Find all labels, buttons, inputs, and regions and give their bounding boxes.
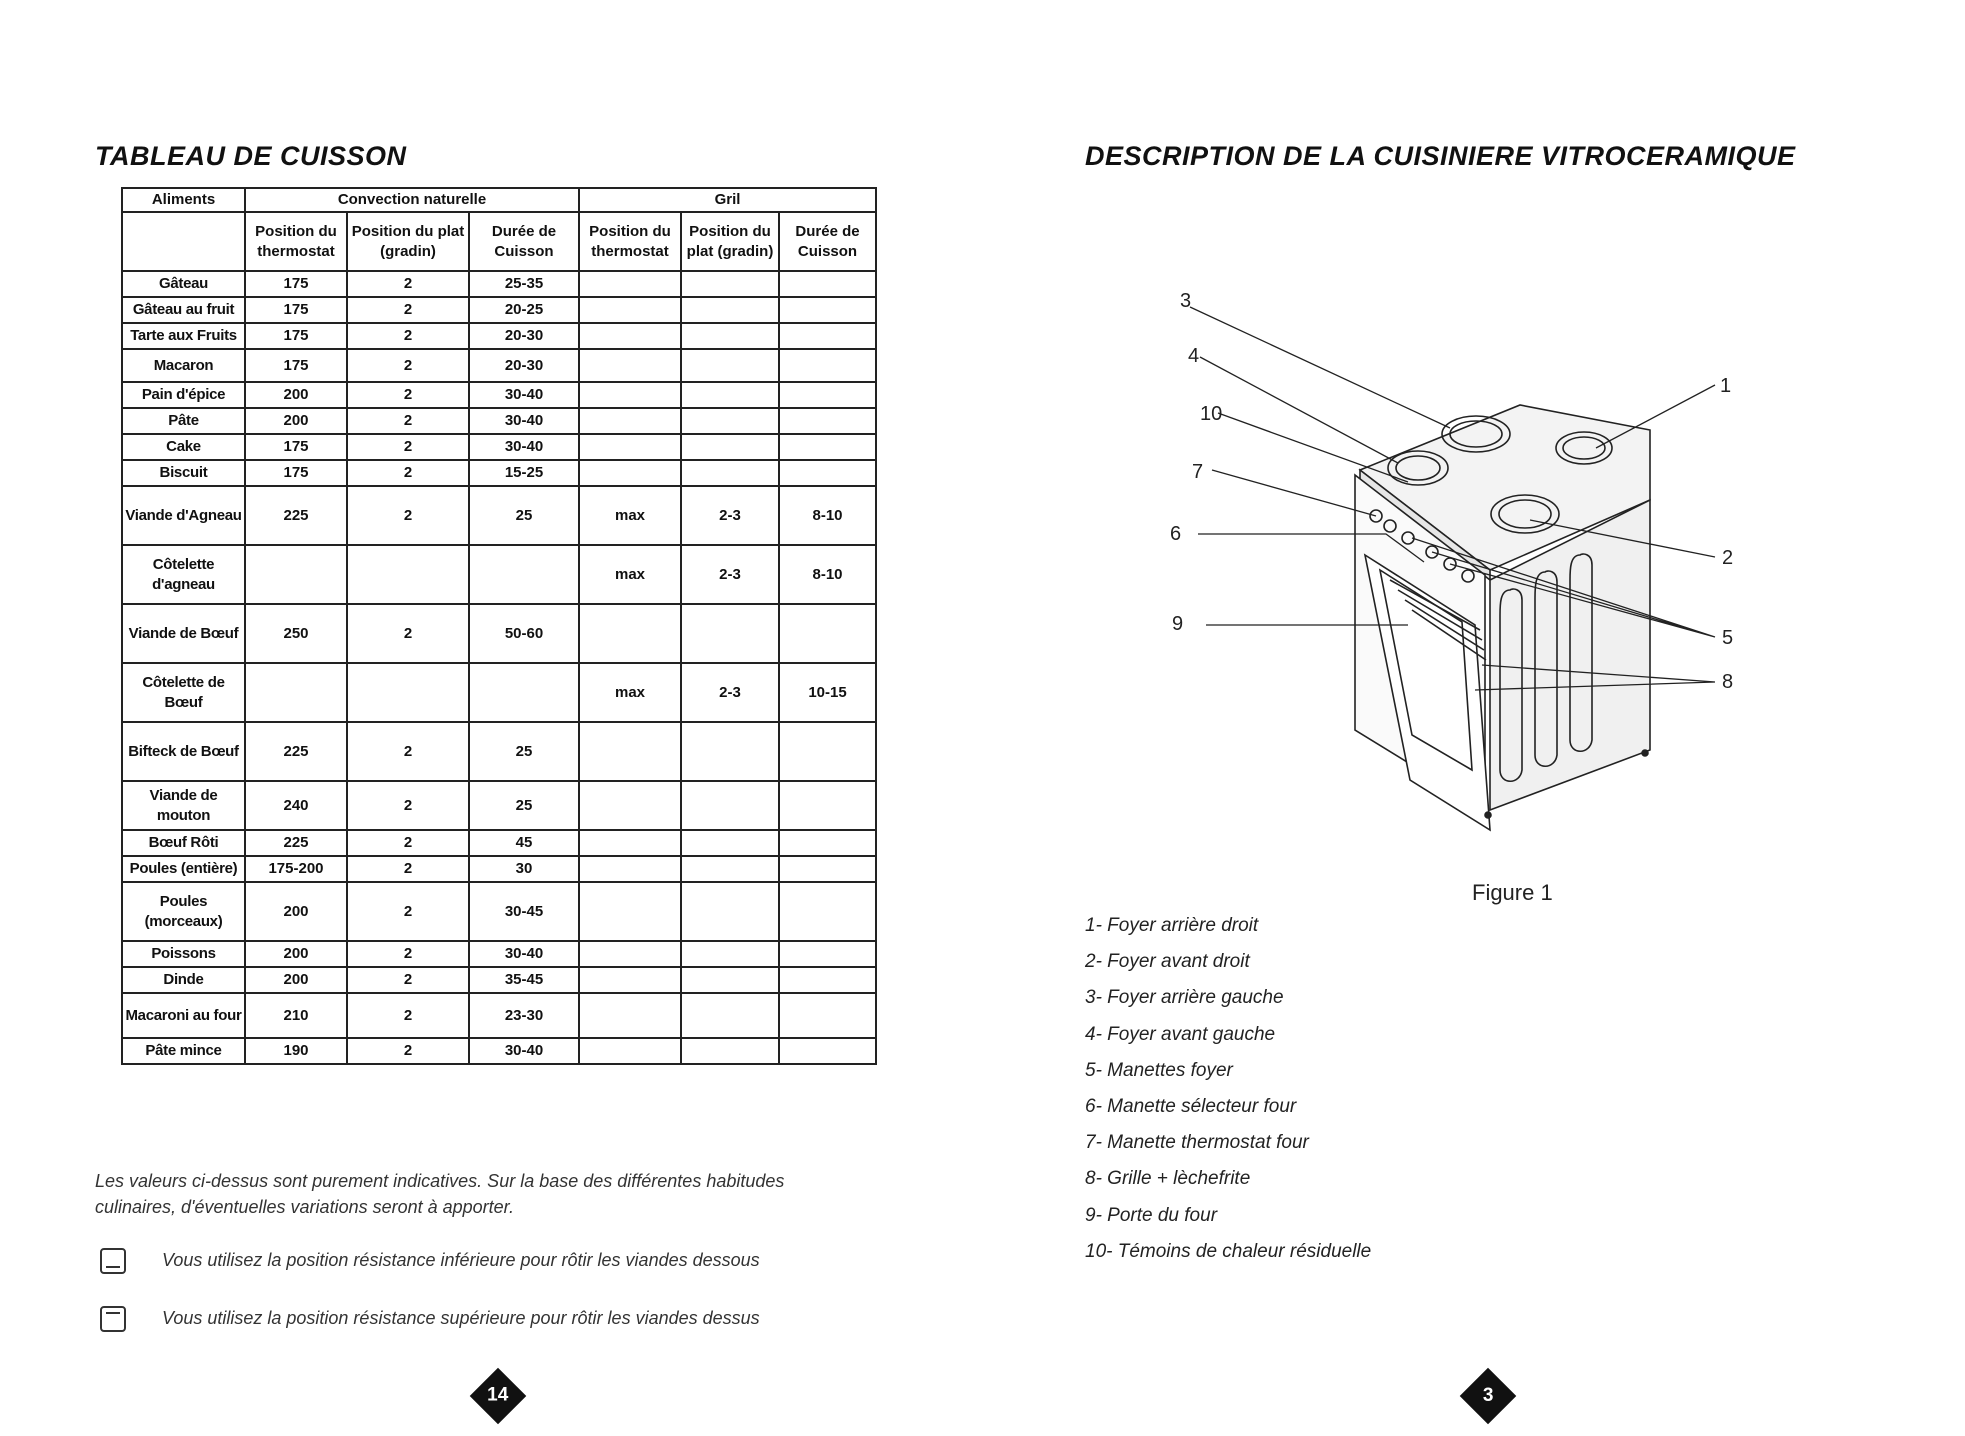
table-cell bbox=[681, 830, 779, 856]
table-cell: 250 bbox=[245, 604, 347, 663]
legend-text-lower: Vous utilisez la position résistance inférieure pour rôtir les viandes dessous bbox=[162, 1250, 760, 1270]
table-cell bbox=[579, 941, 681, 967]
part-item: 8- Grille + lèchefrite bbox=[1085, 1168, 1251, 1190]
table-cell: 30-40 bbox=[469, 408, 579, 434]
table-cell bbox=[681, 349, 779, 382]
table-cell bbox=[681, 382, 779, 408]
table-cell bbox=[779, 993, 876, 1038]
table-cell: 25 bbox=[469, 722, 579, 781]
table-cell: 8-10 bbox=[779, 486, 876, 545]
part-item: 4- Foyer avant gauche bbox=[1085, 1023, 1276, 1045]
table-cell bbox=[579, 349, 681, 382]
table-cell bbox=[779, 297, 876, 323]
table-cell: 25 bbox=[469, 486, 579, 545]
table-row bbox=[122, 722, 876, 781]
table-row bbox=[122, 486, 876, 545]
table-cell: 2 bbox=[347, 349, 469, 382]
table-row bbox=[122, 993, 876, 1038]
table-cell bbox=[579, 967, 681, 993]
table-cell: 25-35 bbox=[469, 271, 579, 297]
table-cell: 2 bbox=[347, 486, 469, 545]
page-number-right-text: 3 bbox=[1482, 1384, 1494, 1406]
header-gril: Gril bbox=[579, 188, 876, 212]
page-title-right: DESCRIPTION DE LA CUISINIERE VITROCERAMIQUE bbox=[1085, 141, 1796, 171]
food-name-cell: Poules (morceaux) bbox=[122, 882, 245, 941]
table-cell: 50-60 bbox=[469, 604, 579, 663]
page-number-left-text: 14 bbox=[487, 1384, 509, 1406]
figure-caption: Figure 1 bbox=[1472, 880, 1553, 905]
food-name-cell: Pâte bbox=[122, 408, 245, 434]
table-row bbox=[122, 349, 876, 382]
table-cell: 2 bbox=[347, 1038, 469, 1064]
table-cell bbox=[469, 663, 579, 722]
table-cell: 2 bbox=[347, 941, 469, 967]
food-name-cell: Bifteck de Bœuf bbox=[122, 722, 245, 781]
table-cell: 2 bbox=[347, 323, 469, 349]
table-cell: 30-45 bbox=[469, 882, 579, 941]
table-cell bbox=[579, 882, 681, 941]
table-cell bbox=[779, 967, 876, 993]
table-cell: 2 bbox=[347, 993, 469, 1038]
table-cell bbox=[579, 382, 681, 408]
header-gril-duree: Durée de Cuisson bbox=[779, 212, 876, 271]
table-cell: 15-25 bbox=[469, 460, 579, 486]
table-cell: 200 bbox=[245, 408, 347, 434]
table-row bbox=[122, 856, 876, 882]
table-cell bbox=[779, 882, 876, 941]
table-cell: 2 bbox=[347, 882, 469, 941]
table-cell bbox=[347, 545, 469, 604]
table-cell: 30-40 bbox=[469, 941, 579, 967]
food-name-cell: Cake bbox=[122, 434, 245, 460]
table-row bbox=[122, 663, 876, 722]
table-cell: max bbox=[579, 545, 681, 604]
table-cell bbox=[245, 545, 347, 604]
table-cell bbox=[469, 545, 579, 604]
table-row bbox=[122, 882, 876, 941]
legend-text-upper: Vous utilisez la position résistance supérieure pour rôtir les viandes dessus bbox=[162, 1308, 760, 1328]
food-name-cell: Dinde bbox=[122, 967, 245, 993]
table-row bbox=[122, 781, 876, 830]
table-row bbox=[122, 408, 876, 434]
food-name-cell: Gâteau bbox=[122, 271, 245, 297]
table-cell bbox=[681, 323, 779, 349]
table-row bbox=[122, 1038, 876, 1064]
table-cell: 225 bbox=[245, 830, 347, 856]
header-gril-thermostat: Position du thermostat bbox=[579, 212, 681, 271]
page-number-left bbox=[470, 1368, 527, 1425]
food-name-cell: Gâteau au fruit bbox=[122, 297, 245, 323]
table-cell bbox=[579, 830, 681, 856]
callout-9: 9 bbox=[1172, 613, 1184, 635]
callout-1: 1 bbox=[1720, 375, 1732, 397]
table-cell bbox=[681, 882, 779, 941]
food-name-cell: Pâte mince bbox=[122, 1038, 245, 1064]
table-row bbox=[122, 604, 876, 663]
table-cell: 175 bbox=[245, 271, 347, 297]
table-cell bbox=[579, 460, 681, 486]
table-cell: 200 bbox=[245, 941, 347, 967]
header-gril-gradin: Position du plat (gradin) bbox=[681, 212, 779, 271]
table-cell: 20-30 bbox=[469, 349, 579, 382]
food-name-cell: Poissons bbox=[122, 941, 245, 967]
table-cell: 30-40 bbox=[469, 1038, 579, 1064]
table-cell: 175 bbox=[245, 434, 347, 460]
table-row bbox=[122, 941, 876, 967]
table-cell bbox=[245, 663, 347, 722]
food-name-cell: Tarte aux Fruits bbox=[122, 323, 245, 349]
table-cell: 175 bbox=[245, 349, 347, 382]
part-item: 5- Manettes foyer bbox=[1085, 1059, 1233, 1081]
table-cell: 225 bbox=[245, 722, 347, 781]
foot-1 bbox=[1485, 812, 1491, 818]
cooker-illustration bbox=[1150, 270, 1770, 850]
table-cell bbox=[579, 1038, 681, 1064]
table-cell bbox=[779, 781, 876, 830]
table-cell: 10-15 bbox=[779, 663, 876, 722]
food-name-cell: Viande de Bœuf bbox=[122, 604, 245, 663]
table-row bbox=[122, 434, 876, 460]
table-cell: 240 bbox=[245, 781, 347, 830]
table-subheader-row bbox=[122, 212, 876, 271]
table-header-row bbox=[122, 188, 876, 212]
table-cell: 35-45 bbox=[469, 967, 579, 993]
table-cell bbox=[579, 856, 681, 882]
food-name-cell: Viande de mouton bbox=[122, 781, 245, 830]
header-conv-thermostat: Position du thermostat bbox=[245, 212, 347, 271]
food-name-cell: Viande d'Agneau bbox=[122, 486, 245, 545]
table-cell bbox=[681, 1038, 779, 1064]
food-name-cell: Poules (entière) bbox=[122, 856, 245, 882]
table-cell bbox=[779, 382, 876, 408]
table-cell: 2 bbox=[347, 382, 469, 408]
table-cell bbox=[681, 434, 779, 460]
table-cell bbox=[779, 830, 876, 856]
food-name-cell: Macaron bbox=[122, 349, 245, 382]
table-cell bbox=[779, 460, 876, 486]
table-cell: max bbox=[579, 663, 681, 722]
table-cell: 200 bbox=[245, 382, 347, 408]
table-cell bbox=[579, 722, 681, 781]
table-cell: 2 bbox=[347, 297, 469, 323]
table-cell: 2-3 bbox=[681, 486, 779, 545]
table-cell: 25 bbox=[469, 781, 579, 830]
food-name-cell: Biscuit bbox=[122, 460, 245, 486]
table-cell: 175 bbox=[245, 323, 347, 349]
table-cell: 2 bbox=[347, 830, 469, 856]
callout-4: 4 bbox=[1188, 345, 1200, 367]
callout-3: 3 bbox=[1180, 290, 1192, 312]
table-cell: 2 bbox=[347, 434, 469, 460]
table-cell: 225 bbox=[245, 486, 347, 545]
table-cell: 2 bbox=[347, 722, 469, 781]
cooking-table bbox=[121, 187, 877, 1065]
table-cell: 2 bbox=[347, 781, 469, 830]
table-cell: 175 bbox=[245, 460, 347, 486]
table-cell bbox=[681, 722, 779, 781]
table-cell: 20-25 bbox=[469, 297, 579, 323]
table-cell bbox=[579, 781, 681, 830]
table-cell bbox=[579, 297, 681, 323]
food-name-cell: Macaroni au four bbox=[122, 993, 245, 1038]
table-row bbox=[122, 297, 876, 323]
table-row bbox=[122, 830, 876, 856]
table-row bbox=[122, 271, 876, 297]
part-item: 10- Témoins de chaleur résiduelle bbox=[1085, 1240, 1372, 1262]
table-cell bbox=[779, 349, 876, 382]
table-cell bbox=[779, 434, 876, 460]
table-row bbox=[122, 323, 876, 349]
note-text: Les valeurs ci-dessus sont purement indicatives. Sur la base des différentes habitudes culinaires, d'éventuelles variations seront à apporter. bbox=[95, 1171, 785, 1217]
table-row bbox=[122, 382, 876, 408]
header-empty-cell bbox=[122, 212, 245, 271]
table-cell bbox=[681, 993, 779, 1038]
table-row bbox=[122, 967, 876, 993]
table-cell: 200 bbox=[245, 967, 347, 993]
header-conv-duree: Durée de Cuisson bbox=[469, 212, 579, 271]
part-item: 1- Foyer arrière droit bbox=[1085, 915, 1259, 936]
table-cell: 2-3 bbox=[681, 545, 779, 604]
table-cell bbox=[681, 604, 779, 663]
page-number-right bbox=[1460, 1368, 1517, 1425]
table-cell bbox=[779, 271, 876, 297]
legend-item-lower bbox=[100, 1248, 860, 1280]
table-cell bbox=[681, 271, 779, 297]
table-cell: max bbox=[579, 486, 681, 545]
table-row bbox=[122, 545, 876, 604]
table-cell: 2 bbox=[347, 460, 469, 486]
callout-7: 7 bbox=[1192, 461, 1204, 483]
table-cell bbox=[779, 1038, 876, 1064]
part-item: 3- Foyer arrière gauche bbox=[1085, 987, 1284, 1009]
table-cell: 2 bbox=[347, 604, 469, 663]
table-cell: 2-3 bbox=[681, 663, 779, 722]
part-item: 2- Foyer avant droit bbox=[1085, 951, 1250, 973]
table-cell: 30 bbox=[469, 856, 579, 882]
upper-element-icon bbox=[100, 1306, 126, 1332]
table-cell bbox=[681, 297, 779, 323]
table-cell bbox=[681, 408, 779, 434]
table-row bbox=[122, 460, 876, 486]
table-cell bbox=[579, 604, 681, 663]
legend-item-upper bbox=[100, 1306, 860, 1338]
table-cell bbox=[681, 781, 779, 830]
table-cell bbox=[779, 323, 876, 349]
foot-2 bbox=[1642, 750, 1648, 756]
table-cell: 2 bbox=[347, 856, 469, 882]
table-cell: 175 bbox=[245, 297, 347, 323]
table-cell bbox=[681, 460, 779, 486]
callout-6: 6 bbox=[1170, 523, 1182, 545]
table-cell bbox=[579, 271, 681, 297]
table-cell: 8-10 bbox=[779, 545, 876, 604]
table-cell: 2 bbox=[347, 408, 469, 434]
header-aliments: Aliments bbox=[122, 188, 245, 212]
header-conv-gradin: Position du plat (gradin) bbox=[347, 212, 469, 271]
food-name-cell: Côtelette de Bœuf bbox=[122, 663, 245, 722]
part-item: 9- Porte du four bbox=[1085, 1204, 1218, 1226]
table-cell: 30-40 bbox=[469, 434, 579, 460]
table-cell bbox=[579, 993, 681, 1038]
callout-2: 2 bbox=[1722, 547, 1734, 569]
table-cell: 45 bbox=[469, 830, 579, 856]
table-cell: 2 bbox=[347, 271, 469, 297]
table-cell: 20-30 bbox=[469, 323, 579, 349]
page-title-left: TABLEAU DE CUISSON bbox=[95, 141, 407, 171]
table-cell bbox=[579, 434, 681, 460]
table-cell bbox=[579, 408, 681, 434]
table-cell: 175-200 bbox=[245, 856, 347, 882]
food-name-cell: Pain d'épice bbox=[122, 382, 245, 408]
table-cell bbox=[347, 663, 469, 722]
table-cell bbox=[681, 967, 779, 993]
table-cell bbox=[779, 408, 876, 434]
table-cell bbox=[579, 323, 681, 349]
callout-8: 8 bbox=[1722, 671, 1734, 693]
table-cell: 30-40 bbox=[469, 382, 579, 408]
part-item: 7- Manette thermostat four bbox=[1085, 1132, 1309, 1154]
table-cell: 23-30 bbox=[469, 993, 579, 1038]
part-item: 6- Manette sélecteur four bbox=[1085, 1095, 1297, 1117]
table-cell bbox=[779, 856, 876, 882]
table-cell bbox=[681, 856, 779, 882]
callout-5: 5 bbox=[1722, 627, 1734, 649]
parts-list bbox=[1085, 908, 1371, 1270]
table-cell bbox=[681, 941, 779, 967]
lower-element-icon bbox=[100, 1248, 126, 1274]
table-cell bbox=[779, 604, 876, 663]
food-name-cell: Bœuf Rôti bbox=[122, 830, 245, 856]
table-cell: 190 bbox=[245, 1038, 347, 1064]
header-convection: Convection naturelle bbox=[245, 188, 579, 212]
callout-10: 10 bbox=[1200, 403, 1223, 425]
food-name-cell: Côtelette d'agneau bbox=[122, 545, 245, 604]
table-cell: 210 bbox=[245, 993, 347, 1038]
table-cell bbox=[779, 941, 876, 967]
table-cell: 2 bbox=[347, 967, 469, 993]
table-cell bbox=[779, 722, 876, 781]
table-cell: 200 bbox=[245, 882, 347, 941]
